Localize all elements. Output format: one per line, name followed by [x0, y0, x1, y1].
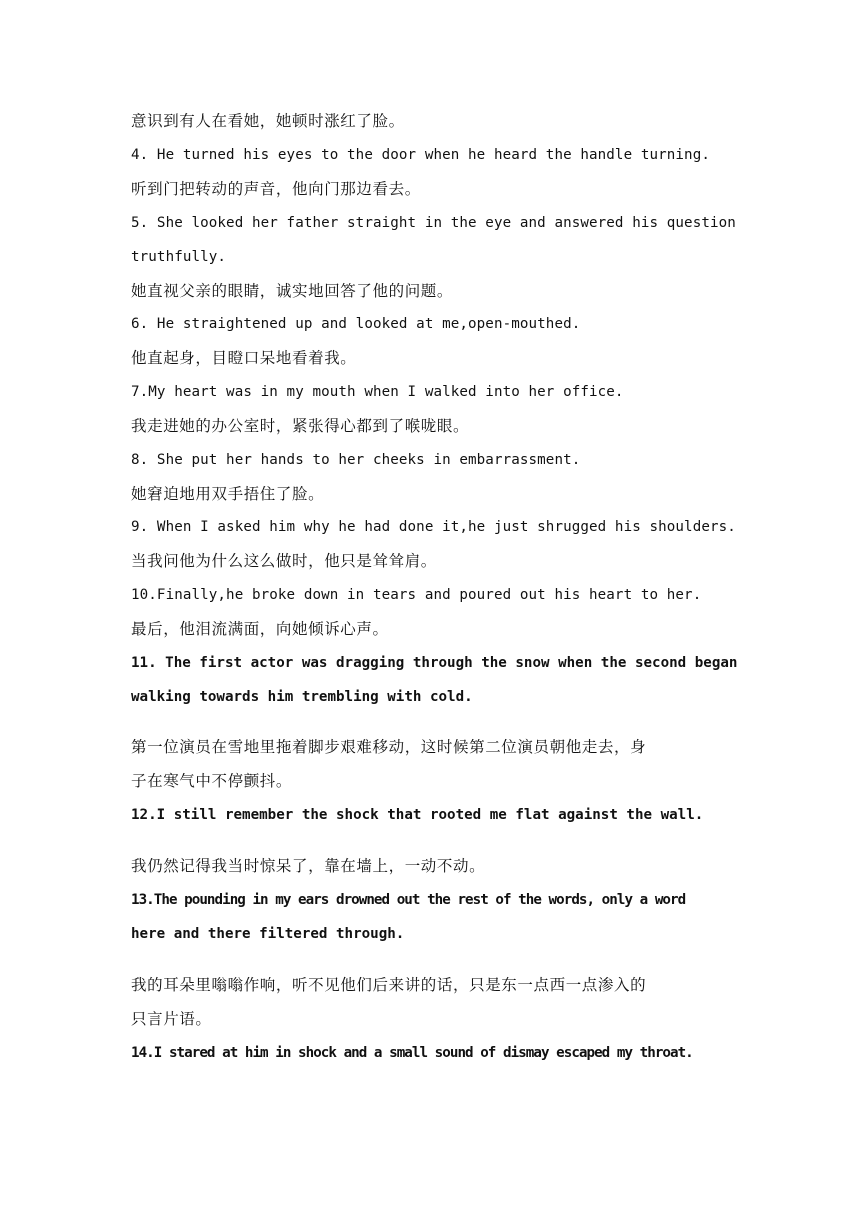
text-line-zh-12: 我仍然记得我当时惊呆了，靠在墙上，一动不动。 — [131, 857, 486, 875]
text-line-en-7: 7.My heart was in my mouth when I walked into her office. — [131, 384, 624, 400]
text-line-en-6: 6. He straightened up and looked at me,open-mouthed. — [131, 316, 581, 332]
text-line-en-13a: 13.The pounding in my ears drowned out the rest of the words, only a word — [131, 892, 686, 908]
text-line-en-12: 12.I still remember the shock that rooted me flat against the wall. — [131, 807, 704, 823]
text-line-zh-13b: 只言片语。 — [131, 1010, 212, 1028]
text-line-en-11b: walking towards him trembling with cold. — [131, 689, 473, 705]
text-line-en-13b: here and there filtered through. — [131, 926, 405, 942]
text-line-en-5b: truthfully. — [131, 249, 227, 265]
text-line-zh-8: 她窘迫地用双手捂住了脸。 — [131, 485, 325, 503]
text-line-zh-5: 她直视父亲的眼睛，诚实地回答了他的问题。 — [131, 282, 454, 300]
text-line-zh-6: 他直起身，目瞪口呆地看着我。 — [131, 349, 357, 367]
text-line-en-10: 10.Finally,he broke down in tears and poured out his heart to her. — [131, 587, 702, 603]
text-line-zh-11b: 子在寒气中不停颤抖。 — [131, 772, 293, 790]
text-line-en-11a: 11. The first actor was dragging through the snow when the second began — [131, 655, 738, 671]
text-line-en-5a: 5. She looked her father straight in the eye and answered his question — [131, 215, 736, 231]
text-line-zh-4: 听到门把转动的声音，他向门那边看去。 — [131, 180, 421, 198]
text-line-en-14: 14.I stared at him in shock and a small sound of dismay escaped my throat. — [131, 1045, 693, 1061]
text-line-zh-3: 意识到有人在看她，她顿时涨红了脸。 — [131, 112, 405, 130]
text-line-en-8: 8. She put her hands to her cheeks in embarrassment. — [131, 452, 581, 468]
text-line-zh-7: 我走进她的办公室时，紧张得心都到了喉咙眼。 — [131, 417, 470, 435]
text-line-en-9: 9. When I asked him why he had done it,he just shrugged his shoulders. — [131, 519, 736, 535]
text-line-zh-11a: 第一位演员在雪地里拖着脚步艰难移动，这时候第二位演员朝他走去，身 — [131, 738, 647, 756]
text-line-zh-13a: 我的耳朵里嗡嗡作响，听不见他们后来讲的话，只是东一点西一点渗入的 — [131, 976, 647, 994]
text-line-en-4: 4. He turned his eyes to the door when he heard the handle turning. — [131, 147, 710, 163]
text-line-zh-9: 当我问他为什么这么做时，他只是耸耸肩。 — [131, 552, 437, 570]
text-line-zh-10: 最后，他泪流满面，向她倾诉心声。 — [131, 620, 389, 638]
